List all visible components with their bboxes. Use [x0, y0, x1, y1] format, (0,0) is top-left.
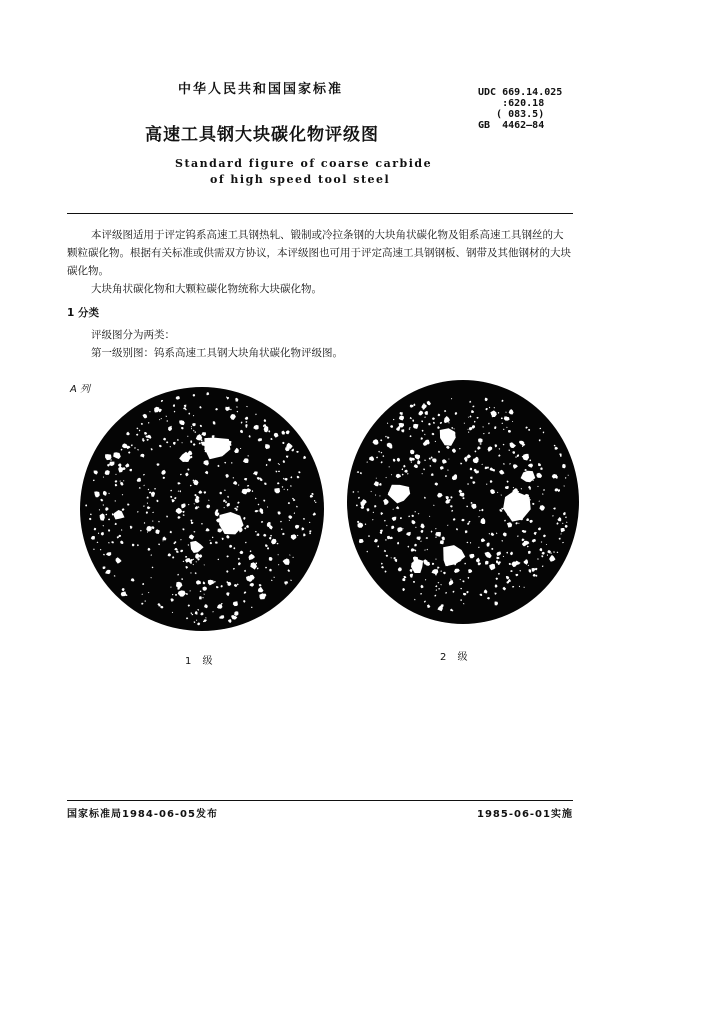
example-label: A 列: [70, 384, 91, 395]
micrograph-grade-2: [345, 378, 581, 626]
carbide-particle: [130, 469, 133, 472]
body-text: [67, 226, 573, 362]
carbide-particle: [480, 443, 482, 445]
issue-date: 国家标准局1984-06-05发布: [67, 809, 218, 820]
document-title-en-line1: Standard figure of coarse carbide: [175, 157, 433, 170]
intro-paragraph: 本评级图适用于评定钨系高速工具钢热轧、锻制或冷拉条钢的大块角状碳化物及钼系高速工具钢丝的大颗粒碳化物。根据有关标准或供需双方协议，本评级图也可用于评定高速工具钢钢板、钢带及其他钢材的大块碳化物。: [67, 229, 571, 277]
carbide-particle: [414, 544, 417, 547]
carbide-particle: [201, 523, 202, 525]
carbide-particle: [199, 596, 202, 599]
standard-number: GB 4462—84: [478, 120, 545, 131]
definition-paragraph: 大块角状碳化物和大颗粒碳化物统称大块碳化物。: [91, 283, 322, 295]
effective-date: 1985-06-01实施: [477, 809, 573, 820]
footer-divider: [67, 800, 573, 801]
document-title-zh: 高速工具钢大块碳化物评级图: [145, 125, 379, 145]
header-divider: [67, 213, 573, 214]
carbide-particle: [463, 580, 465, 582]
section-item: 评级图分为两类：: [91, 329, 175, 341]
document-title-en-line2: of high speed tool steel: [210, 173, 391, 186]
micrograph-field: [80, 387, 324, 631]
figure-caption-grade-2: 2 级: [440, 652, 472, 663]
carbide-particle: [519, 586, 520, 587]
carbide-particle: [409, 428, 411, 429]
udc-code-block: [478, 87, 562, 131]
micrograph-grade-1: [78, 385, 326, 633]
udc-line: ( 083.5): [478, 109, 545, 120]
section-item: 第一级别图：钨系高速工具钢大块角状碳化物评级图。: [91, 347, 343, 359]
carbide-particle: [281, 529, 282, 530]
carbide-particle: [175, 541, 177, 543]
carbide-particle: [440, 540, 444, 544]
section-heading: 1 分类: [67, 307, 99, 319]
carbide-particle: [376, 478, 377, 479]
issuing-organization: 中华人民共和国国家标准: [178, 82, 344, 97]
udc-line: :620.18: [478, 98, 545, 109]
micrograph-field: [347, 380, 579, 624]
carbide-particle: [253, 473, 255, 475]
carbide-particle: [470, 477, 473, 479]
figure-caption-grade-1: 1 级: [185, 656, 217, 667]
carbide-particle: [562, 464, 566, 468]
carbide-particle: [274, 577, 275, 578]
udc-line: UDC 669.14.025: [478, 87, 563, 98]
